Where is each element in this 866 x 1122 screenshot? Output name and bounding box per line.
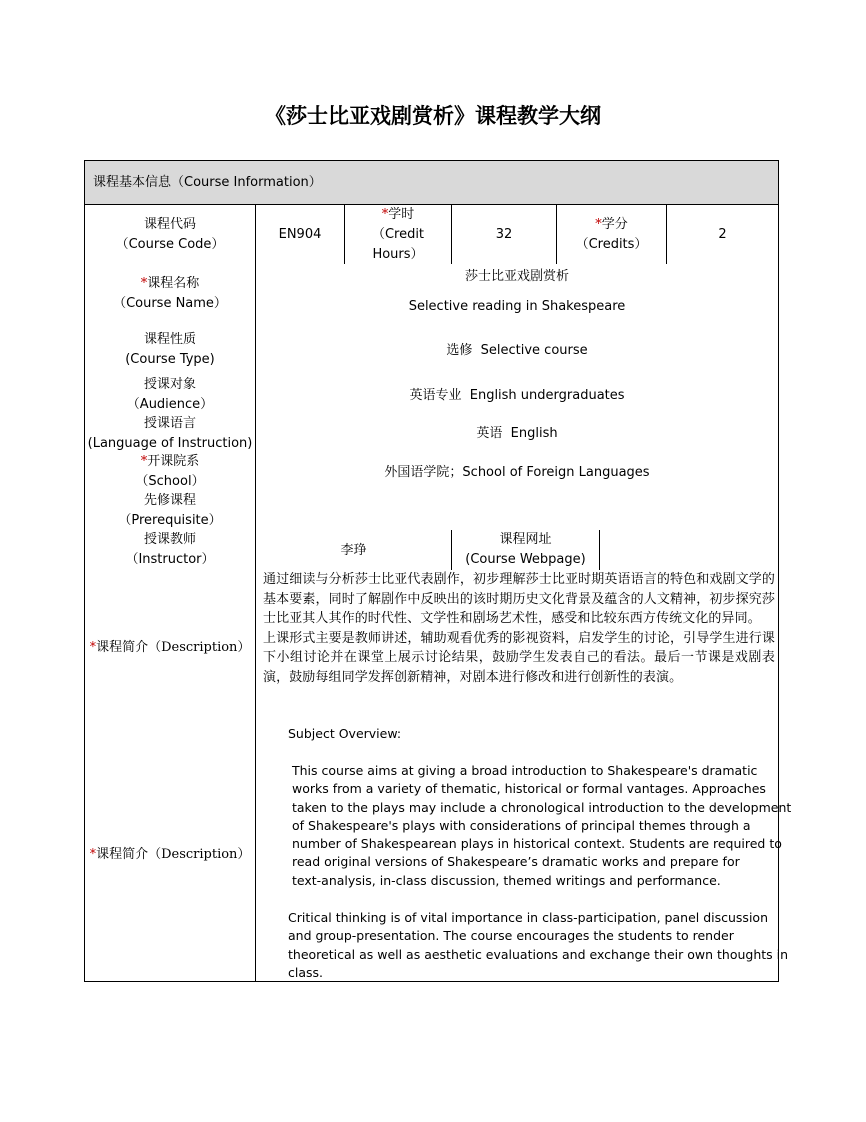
overview-line: theoretical as well as aesthetic evaluations and exchange their own thoughts in	[288, 946, 789, 962]
subject-overview-title: Subject Overview:	[288, 726, 402, 741]
audience-value: 英语专业 English undergraduates	[409, 388, 625, 403]
overview-line: class.	[288, 964, 324, 980]
school-value: 外国语学院； School of Foreign Languages	[384, 465, 650, 480]
description-zh-paragraph: 上课形式主要是教师讲述，辅助观看优秀的影视资料，启发学生的讨论，引导学生进行课下小组讨论并在课堂上展示讨论结果，鼓励学生发表自己的看法。最后一节课是戏剧表演，鼓励每组同学发挥创新精神，对剧本进行修改和进行创新性的表演。	[263, 630, 775, 685]
school-label: *开课院系 （School）	[135, 454, 205, 489]
required-star: *	[140, 276, 148, 291]
page-title: 《莎士比亚戏剧赏析》课程教学大纲	[265, 103, 601, 128]
description-label-zh-section: * 课程简介（Description）	[85, 636, 255, 660]
course-code-value: EN904	[278, 227, 322, 242]
course-name-value: 莎士比亚戏剧赏析 Selective reading in Shakespeare	[408, 269, 626, 314]
instructor-label: 授课教师 （Instructor）	[125, 532, 215, 567]
prerequisite-label: 先修课程 （Prerequisite）	[118, 493, 222, 528]
credits-value: 2	[718, 227, 727, 242]
hours-value: 32	[495, 227, 513, 242]
overview-line: number of Shakespearean plays in historical context. Students are required to	[292, 836, 782, 852]
required-star: *	[89, 847, 97, 862]
course-code-label: 课程代码 （Course Code）	[115, 217, 225, 252]
required-star: *	[140, 454, 148, 469]
language-value: 英语 English	[476, 426, 558, 441]
webpage-label: 课程网址 (Course Webpage)	[465, 532, 586, 567]
audience-label: 授课对象 （Audience）	[126, 377, 214, 412]
hours-label: *学时 （Credit Hours）	[371, 207, 425, 262]
instructor-value: 李琤	[340, 543, 367, 558]
course-info-table	[84, 160, 792, 982]
language-label: 授课语言 (Language of Instruction)	[87, 416, 253, 451]
overview-paragraph-2	[288, 909, 788, 982]
overview-line: text-analysis, in-class discussion, themed writings and performance.	[292, 872, 721, 888]
required-star: *	[381, 207, 389, 222]
overview-line: Critical thinking is of vital importance in class-participation, panel discussion	[288, 910, 768, 925]
course-name-label: *课程名称 （Course Name）	[113, 276, 227, 311]
required-star: *	[595, 217, 602, 232]
overview-paragraph-1	[292, 762, 791, 890]
overview-line: works from a variety of thematic, historical or formal vantages. Approaches	[292, 781, 766, 797]
description-zh	[263, 570, 775, 687]
description-zh-paragraph: 通过细读与分析莎士比亚代表剧作，初步理解莎士比亚时期英语语言的特色和戏剧文学的基本要素，同时了解剧作中反映出的该时期历史文化背景及蕴含的人文精神，初步探究莎士比亚其人其作的时代性、文学性和剧场艺术性，感受和比较东西方传统文化的异同。	[263, 572, 775, 626]
description-label-en-section: * 课程简介（Description）	[85, 843, 255, 867]
required-star: *	[89, 640, 97, 655]
overview-line: taken to the plays may include a chronological introduction to the development	[292, 799, 792, 815]
divider-webpage-end	[599, 530, 600, 570]
course-type-value: 选修 Selective course	[446, 343, 588, 358]
section-header: 课程基本信息（Course Information）	[85, 161, 778, 205]
overview-line: read original versions of Shakespeare’s dramatic works and prepare for	[292, 854, 740, 870]
overview-line: of Shakespeare's plays with considerations of principal themes through a	[292, 817, 751, 833]
course-type-label: 课程性质 (Course Type)	[125, 332, 215, 367]
credits-label: *学分 （Credits）	[575, 217, 648, 252]
overview-line: This course aims at giving a broad introduction to Shakespeare's dramatic	[292, 763, 758, 778]
overview-line: and group-presentation. The course encourages the students to render	[288, 928, 734, 944]
